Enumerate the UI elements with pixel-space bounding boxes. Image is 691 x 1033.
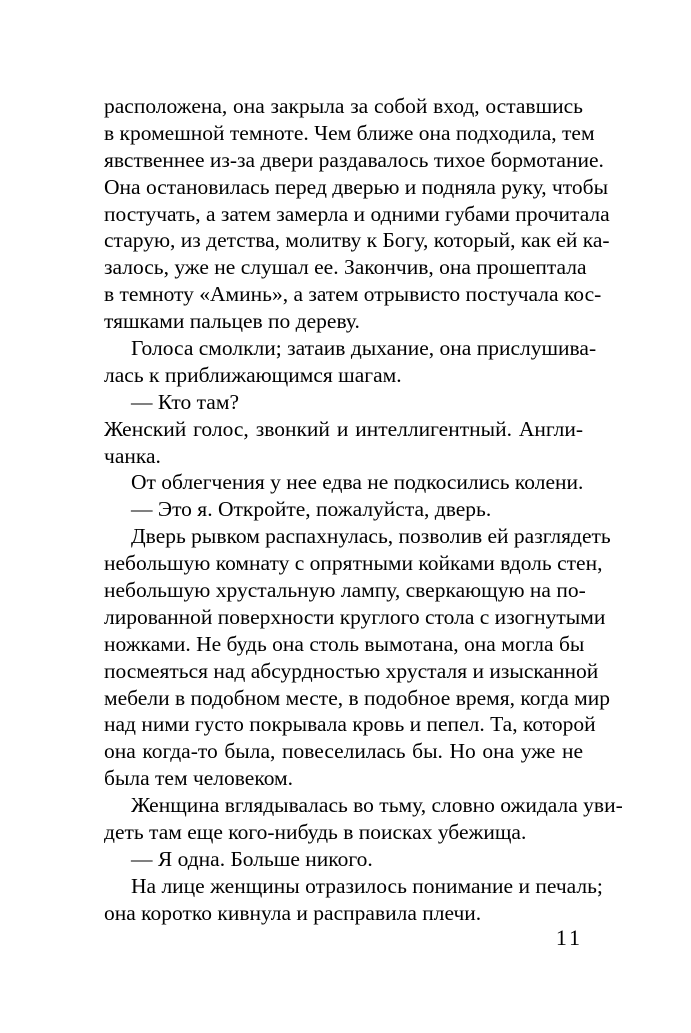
text-line: Женщина вглядывалась во тьму, словно ожидала уви- bbox=[131, 793, 623, 818]
text-line: она когда-то была, повеселилась бы. Но она уже не bbox=[104, 739, 583, 764]
text-line: явственнее из-за двери раздавалось тихое бормотание. bbox=[104, 147, 604, 172]
text-line: чанка. bbox=[104, 443, 161, 468]
text-line: в темноту «Аминь», а затем отрывисто постучала кос- bbox=[104, 282, 602, 307]
text-line: Дверь рывком распахнулась, позволив ей разглядеть bbox=[131, 524, 611, 549]
dialogue-line: — Это я. Откройте, пожалуйста, дверь. bbox=[131, 497, 492, 522]
text-line: мебели в подобном месте, в подобное время, когда мир bbox=[104, 685, 610, 710]
text-line: лированной поверхности круглого стола с изогнутыми bbox=[104, 604, 606, 629]
text-line: старую, из детства, молитву к Богу, который, как ей ка- bbox=[104, 228, 610, 253]
text-line: деть там еще кого-нибудь в поисках убежища. bbox=[104, 820, 527, 845]
page-body bbox=[104, 93, 623, 927]
text-line: посмеяться над абсурдностью хрусталя и изысканной bbox=[104, 658, 599, 683]
text-line: была тем человеком. bbox=[104, 766, 294, 791]
text-line: Она остановилась перед дверью и подняла руку, чтобы bbox=[104, 174, 609, 199]
text-line: Голоса смолкли; затаив дыхание, она прислушива- bbox=[131, 336, 597, 361]
text-line: лась к приближающимся шагам. bbox=[104, 362, 402, 387]
text-line: расположена, она закрыла за собой вход, оставшись bbox=[104, 94, 583, 118]
text-line: тяшками пальцев по дереву. bbox=[104, 309, 360, 334]
text-line: От облегчения у нее едва не подкосились колени. bbox=[131, 470, 584, 495]
text-line: постучать, а затем замерла и одними губами прочитала bbox=[104, 201, 610, 226]
text-line: над ними густо покрывала кровь и пепел. Та, которой bbox=[104, 712, 596, 737]
text-line: небольшую хрустальную лампу, сверкающую на по- bbox=[104, 578, 586, 603]
dialogue-line: — Я одна. Больше никого. bbox=[131, 846, 373, 871]
text-line: ножками. Не будь она столь вымотана, она могла бы bbox=[104, 631, 585, 656]
text-line: Женский голос, звонкий и интеллигентный. Англи- bbox=[104, 416, 583, 441]
text-line: залось, уже не слушал ее. Закончив, она прошептала bbox=[104, 255, 587, 280]
dialogue-line: — Кто там? bbox=[131, 389, 239, 414]
text-line: в кромешной темноте. Чем ближе она подходила, тем bbox=[104, 120, 595, 145]
text-line: она коротко кивнула и расправила плечи. bbox=[104, 900, 482, 925]
page-number: 11 bbox=[555, 925, 583, 950]
text-line: небольшую комнату с опрятными койками вдоль стен, bbox=[104, 551, 603, 576]
text-line: На лице женщины отразилось понимание и печаль; bbox=[131, 873, 603, 898]
